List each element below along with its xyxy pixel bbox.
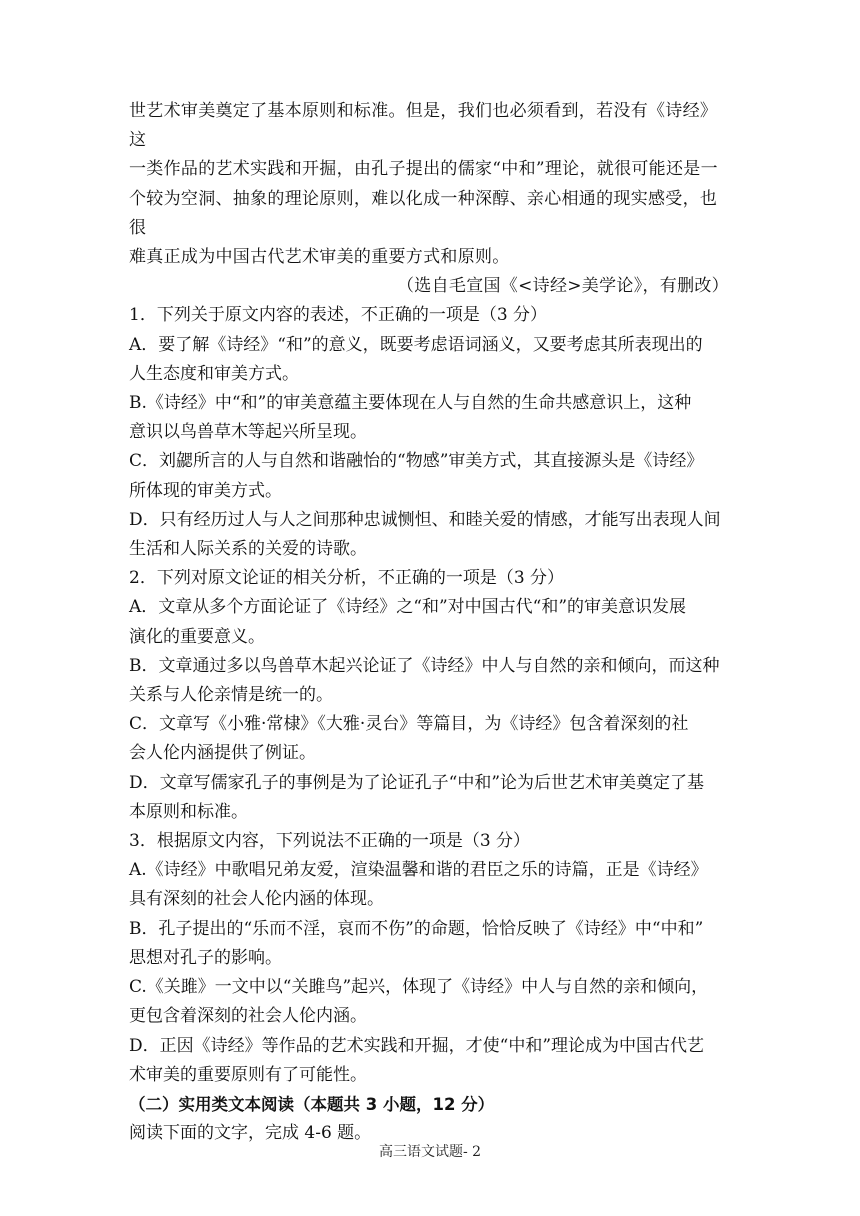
option-c-line: 会人伦内涵提供了例证。: [129, 743, 316, 764]
option-a-line: 具有深刻的社会人伦内涵的体现。: [129, 889, 384, 910]
passage-ending: [129, 97, 733, 301]
option-b-line: B.《诗经》中“和”的审美意蕴主要体现在人与自然的生命共感意识上，这种: [129, 393, 692, 414]
option-d-line: 术审美的重要原则有了可能性。: [129, 1064, 367, 1085]
option-b-line: B．文章通过多以鸟兽草木起兴论证了《诗经》中人与自然的亲和倾向，而这种: [129, 655, 720, 676]
option-c-line: 所体现的审美方式。: [129, 480, 282, 501]
question-1: [129, 301, 733, 564]
question-stem: 3．根据原文内容，下列说法不正确的一项是（3 分）: [129, 831, 531, 852]
question-3: [129, 827, 733, 1090]
option-b-line: B．孔子提出的“乐而不淫，哀而不伤”的命题，恰恰反映了《诗经》中“中和”: [129, 918, 704, 939]
section-instruction: 阅读下面的文字，完成 4-6 题。: [129, 1123, 372, 1144]
option-c-line: C.《关雎》一文中以“关雎鸟”起兴，体现了《诗经》中人与自然的亲和倾向，: [129, 977, 709, 998]
section-heading: （二）实用类文本阅读（本题共 3 小题，12 分）: [129, 1094, 495, 1114]
option-b-line: 思想对孔子的影响。: [129, 947, 282, 968]
passage-line: 世艺术审美奠定了基本原则和标准。但是，我们也必须看到，若没有《诗经》这: [129, 101, 718, 151]
option-a-line: 演化的重要意义。: [129, 626, 265, 647]
option-c-line: C．刘勰所言的人与自然和谐融怡的“物感”审美方式，其直接源头是《诗经》: [129, 451, 704, 472]
page-content: [129, 97, 733, 1148]
option-b-line: 关系与人伦亲情是统一的。: [129, 685, 333, 706]
passage-line: 个较为空洞、抽象的理论原则，难以化成一种深醇、亲心相通的现实感受，也很: [129, 188, 718, 238]
option-d-line: D．文章写儒家孔子的事例是为了论证孔子“中和”论为后世艺术审美奠定了基: [129, 772, 705, 793]
option-a-line: A．要了解《诗经》“和”的意义，既要考虑语词涵义，又要考虑其所表现出的: [129, 334, 703, 355]
option-d-line: D．只有经历过人与人之间那种忠诚恻怛、和睦关爱的情感，才能写出表现人间: [129, 509, 721, 530]
option-d-line: 本原则和标准。: [129, 801, 248, 822]
option-a-line: A．文章从多个方面论证了《诗经》之“和”对中国古代“和”的审美意识发展: [129, 597, 687, 618]
option-c-line: C．文章写《小雅·常棣》《大雅·灵台》等篇目，为《诗经》包含着深刻的社: [129, 714, 689, 735]
passage-source: （选自毛宣国《<诗经>美学论》，有删改）: [397, 276, 729, 297]
question-stem: 2．下列对原文论证的相关分析，不正确的一项是（3 分）: [129, 568, 565, 589]
option-c-line: 更包含着深刻的社会人伦内涵。: [129, 1006, 367, 1027]
passage-line: 难真正成为中国古代艺术审美的重要方式和原则。: [129, 247, 510, 268]
option-d-line: 生活和人际关系的关爱的诗歌。: [129, 539, 367, 560]
option-a-line: 人生态度和审美方式。: [129, 363, 299, 384]
option-d-line: D．正因《诗经》等作品的艺术实践和开掘，才使“中和”理论成为中国古代艺: [129, 1035, 705, 1056]
question-2: [129, 564, 733, 827]
passage-line: 一类作品的艺术实践和开掘，由孔子提出的儒家“中和”理论，就很可能还是一: [129, 159, 718, 180]
option-b-line: 意识以鸟兽草木等起兴所呈现。: [129, 422, 367, 443]
option-a-line: A.《诗经》中歌唱兄弟友爱，渲染温馨和谐的君臣之乐的诗篇，正是《诗经》: [129, 860, 708, 881]
question-stem: 1．下列关于原文内容的表述，不正确的一项是（3 分）: [129, 305, 548, 326]
page-footer: 高三语文试题- 2: [378, 1144, 482, 1160]
